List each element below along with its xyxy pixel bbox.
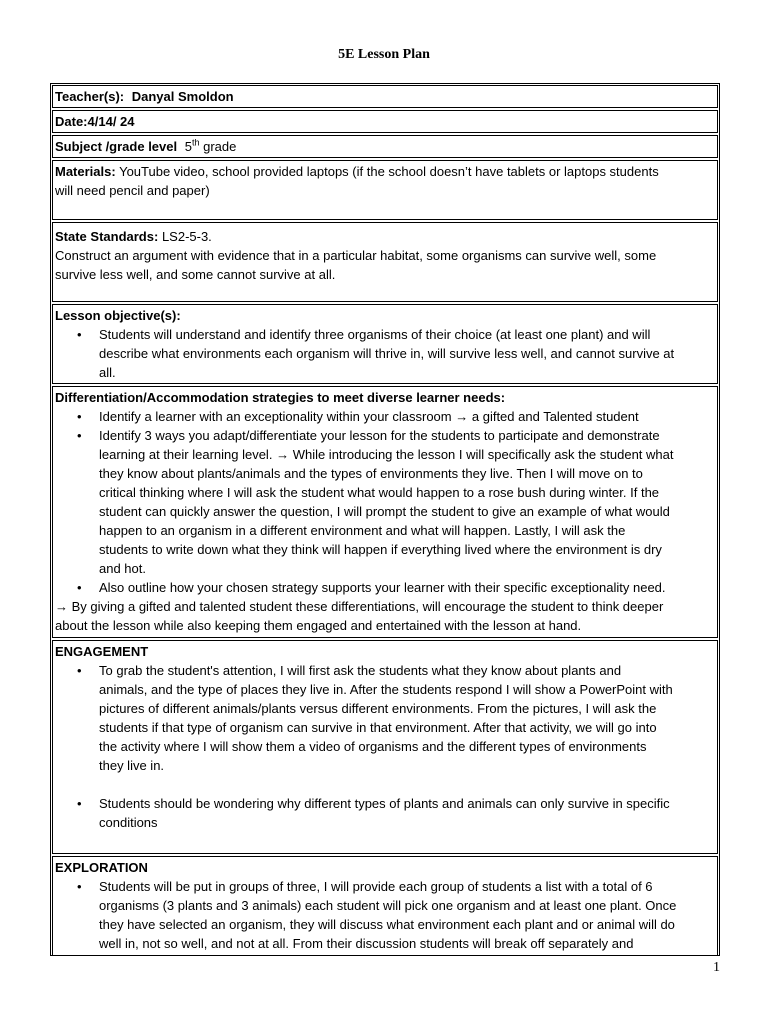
exploration-list — [55, 877, 715, 953]
arrow-right-icon: → — [276, 447, 290, 462]
exploration-label: EXPLORATION — [55, 860, 148, 875]
arrow-right-icon: → — [455, 409, 469, 424]
materials-label: Materials: — [55, 164, 116, 179]
list-item: • Also outline how your chosen strategy supports your learner with their specific exceptionality need. — [55, 578, 715, 597]
teacher-value: Danyal Smoldon — [131, 89, 234, 104]
differentiation-label: Differentiation/Accommodation strategies to meet diverse learner needs: — [55, 390, 506, 405]
list-item: • To grab the student's attention, I will first ask the students what they know about plants and animals, and the type of places they live in. After the students respond I will show a PowerPoint with pictures of different animals/plants versus different environments. From the pictures, I will ask the students if that type of organism can survive in that environment. After that activity, we will go into the activity where I will show them a video of organisms and the different types of environments they live in. — [55, 661, 715, 775]
teacher-label: Teacher(s): — [55, 89, 125, 104]
teacher-row — [52, 85, 718, 108]
engagement-list — [55, 661, 715, 775]
grade-word: grade — [203, 139, 237, 154]
objectives-row — [52, 304, 718, 384]
standards-row — [52, 222, 718, 302]
arrow-right-icon: → — [55, 599, 68, 614]
standards-label: State Standards: — [55, 229, 159, 244]
document-title: 5E Lesson Plan — [338, 47, 430, 62]
date-value: 4/14/ 24 — [87, 114, 135, 129]
grade-suffix: th — [191, 137, 200, 148]
page-number: 1 — [713, 960, 720, 975]
list-item: • Identify a learner with an exceptionality within your classroom → a gifted and Talented student — [55, 407, 715, 426]
standards-line-1: Construct an argument with evidence that in a particular habitat, some organisms can survive well, some — [55, 248, 657, 263]
list-item: • Identify 3 ways you adapt/differentiate your lesson for the students to participate and demonstrate learning at their learning level. → While introducing the lesson I will specifically ask the student what they know about plants/animals and the types of environments they live. Then I will move on to critical thinking where I will ask the student what would happen to a rose bush during winter. If the student can quickly answer the question, I will prompt the student to give an example of what would happen to an organism in a different environment and what will happen. Lastly, I will ask the students to write down what they think will happen if everything lived where the environment is dry and hot. — [55, 426, 715, 578]
list-item: • Students should be wondering why different types of plants and animals can only survive in specific conditions — [55, 794, 715, 832]
standards-line-2: survive less well, and some cannot survive at all. — [55, 267, 336, 282]
objectives-label: Lesson objective(s): — [55, 308, 181, 323]
differentiation-conclusion-line-1: By giving a gifted and talented student these differentiations, will encourage the student to think deeper — [71, 599, 664, 614]
objectives-list — [55, 325, 715, 382]
list-item: • Students will be put in groups of three, I will provide each group of students a list with a total of 6 organisms (3 plants and 3 animals) each student will pick one organism and at least one plant. Once they have selected an organism, they will discuss what environment each plant and or animal will do well in, not so well, and not at all. From their discussion students will break off separately and — [55, 877, 715, 953]
differentiation-conclusion-line-2: about the lesson while also keeping them engaged and entertained with the lesson at hand. — [55, 618, 582, 633]
materials-line-2: will need pencil and paper) — [55, 183, 210, 198]
subject-label: Subject /grade level — [55, 139, 178, 154]
grade-number: 5 — [184, 139, 192, 154]
engagement-row — [52, 640, 718, 854]
materials-row — [52, 160, 718, 220]
engagement-label: ENGAGEMENT — [55, 644, 149, 659]
materials-line-1: YouTube video, school provided laptops (if the school doesn’t have tablets or laptops students — [119, 164, 659, 179]
engagement-list-2 — [55, 794, 715, 832]
exploration-row — [52, 856, 718, 956]
date-row — [52, 110, 718, 133]
standards-code: LS2-5-3. — [161, 229, 212, 244]
differentiation-row — [52, 386, 718, 638]
list-item: • Students will understand and identify three organisms of their choice (at least one plant) and will describe what environments each organism will thrive in, will survive less well, and cannot survive at all. — [55, 325, 715, 382]
differentiation-list — [55, 407, 715, 597]
date-label: Date: — [55, 114, 88, 129]
lesson-plan-table — [50, 83, 720, 956]
subject-row — [52, 135, 718, 158]
